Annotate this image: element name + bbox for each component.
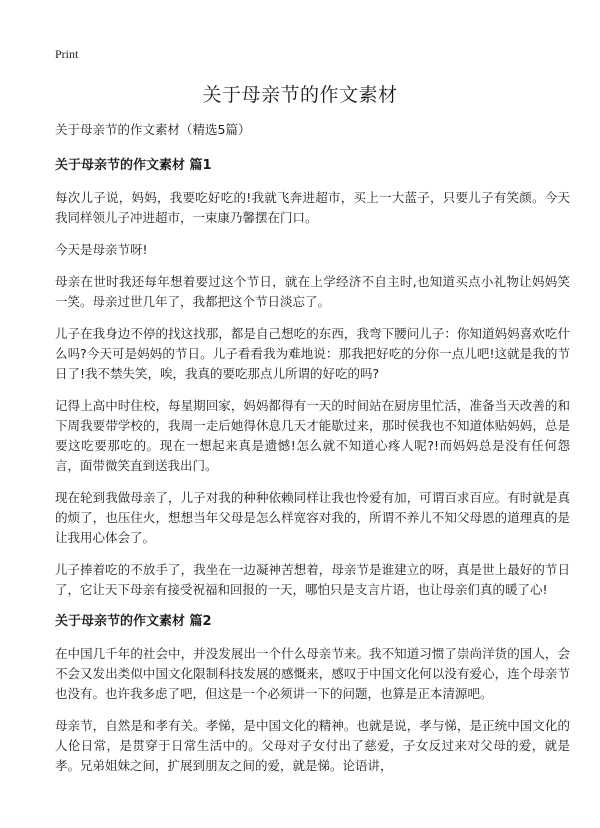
paragraph: 儿子在我身边不停的找这找那，都是自己想吃的东西，我弯下腰问儿子：你知道妈妈喜欢吃什么吗?今天可是妈妈的节日。儿子看看我为难地说：那我把好吃的分你一点儿吧!这就是我的节日了!我不禁失笑，唉，我真的要吃那点儿所谓的好吃的吗? <box>55 326 570 381</box>
paragraph: 母亲在世时我还每年想着要过这个节日，就在上学经济不自主时,也知道买点小礼物让妈妈笑一笑。母亲过世几年了，我都把这个节日淡忘了。 <box>55 274 570 309</box>
section-heading: 关于母亲节的作文素材 篇2 <box>55 614 212 629</box>
section-heading: 关于母亲节的作文素材 篇1 <box>55 158 212 173</box>
paragraph: 儿子捧着吃的不放手了，我坐在一边凝神苦想着，母亲节是谁建立的呀，真是世上最好的节日了，它让天下母亲有接受祝福和回报的一天，哪怕只是支言片语，也让母亲们真的暖了心! <box>55 562 570 597</box>
section-2 <box>55 612 570 776</box>
paragraph: 母亲节，自然是和孝有关。孝悌，是中国文化的精神。也就是说，孝与悌，是正统中国文化的人伦日常，是贯穿于日常生活中的。父母对子女付出了慈爱，子女反过来对父母的爱，就是孝。兄弟姐妹之间，扩展到朋友之间的爱，就是悌。论语讲， <box>55 718 570 773</box>
print-link[interactable]: Print <box>55 47 79 61</box>
paragraph: 记得上高中时住校，每星期回家，妈妈都得有一天的时间站在厨房里忙活，准备当天改善的和下周我要带学校的，我周一走后她得休息几天才能歇过来，那时侯我也不知道体贴妈妈，总是要这吃要那吃的。现在一想起来真是遗憾!怎么就不知道心疼人呢?!而妈妈总是没有任何怨言，面带微笑直到送我出门。 <box>55 398 570 473</box>
document-title: 关于母亲节的作文素材 <box>202 84 398 106</box>
paragraph: 现在轮到我做母亲了，儿子对我的种种依赖同样让我也怜爱有加，可谓百求百应。有时就是真的烦了，也压住火，想想当年父母是怎么样宽容对我的，所谓不养儿不知父母恩的道理真的是让我用心体会了。 <box>55 490 570 545</box>
section-1 <box>55 156 570 600</box>
paragraph: 在中国几千年的社会中，并没发展出一个什么母亲节来。我不知道习惯了崇尚洋货的国人，会不会又发出类似中国文化限制科技发展的感慨来，感叹于中国文化何以没有爱心，连个母亲节也没有。也许我多虑了吧，但这是一个必须讲一下的问题，也算是正本清源吧。 <box>55 646 570 701</box>
document-subtitle: 关于母亲节的作文素材（精选5篇） <box>55 122 251 137</box>
paragraph: 今天是母亲节呀! <box>55 242 148 257</box>
document-body <box>55 120 570 788</box>
paragraph: 每次儿子说，妈妈，我要吃好吃的!我就飞奔进超市，买上一大蓝子，只要儿子有笑颜。今天我同样领儿子冲进超市，一束康乃馨摆在门口。 <box>55 190 570 225</box>
